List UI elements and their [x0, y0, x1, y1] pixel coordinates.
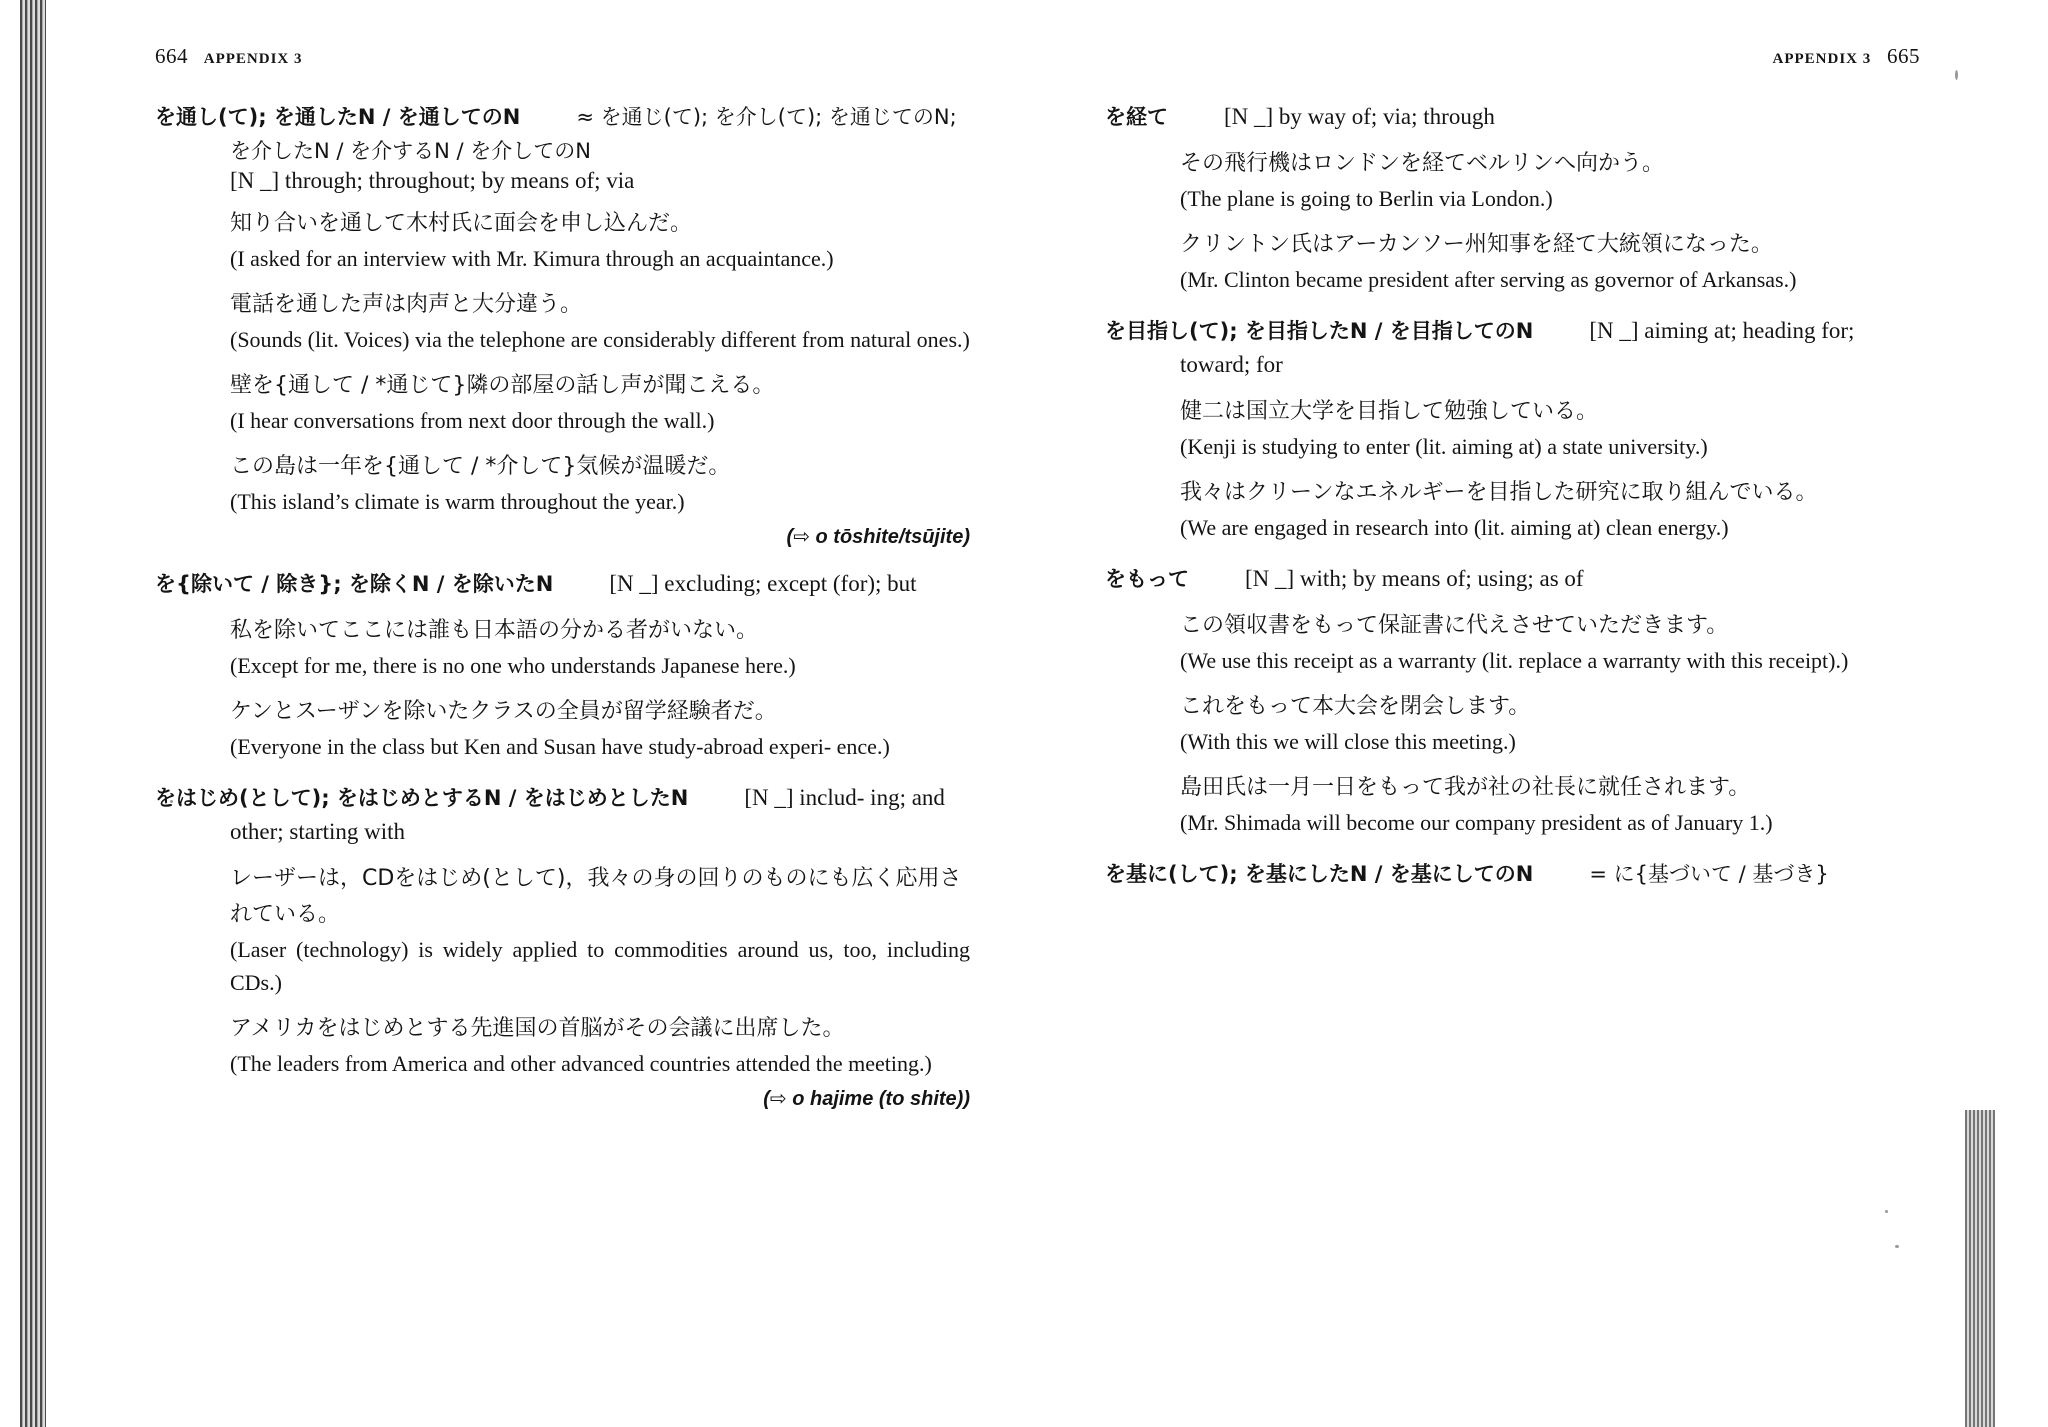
right-running-head	[1773, 44, 1921, 69]
cross-reference-target: o tōshite/tsūjite	[815, 526, 964, 548]
example-translation: (Except for me, there is no one who understands Japanese here.)	[230, 653, 796, 678]
example-translation: (Sounds (lit. Voices) via the telephone are considerably different from natural ones.)	[230, 327, 970, 352]
entry-gloss: [N _] includ- ing; and other; starting with	[230, 785, 945, 844]
left-running-head	[155, 44, 303, 69]
entry-o-nozoite	[155, 567, 970, 763]
entry-headline	[155, 100, 970, 168]
example-japanese: クリントン氏はアーカンソー州知事を経て大統領になった。	[1180, 232, 1773, 257]
example-japanese: 私を除いてここには誰も日本語の分かる者がいない。	[230, 618, 759, 643]
cross-reference-arrow-icon: ⇨	[769, 1088, 787, 1110]
example-japanese: アメリカをはじめとする先進国の首脳がその会議に出席した。	[230, 1016, 845, 1041]
example-japanese: 知り合いを通して木村氏に面会を申し込んだ。	[230, 211, 693, 236]
example	[1180, 146, 1920, 215]
entry-head: を目指し(て); を目指したN / を目指してのN	[1105, 319, 1534, 343]
entry-headline	[155, 781, 970, 849]
entry-headline	[1105, 314, 1920, 382]
example-japanese: その飛行機はロンドンを経てベルリンへ向かう。	[1180, 151, 1665, 176]
example-translation: (I asked for an interview with Mr. Kimura through an acquaintance.)	[230, 246, 834, 271]
example-translation: (The plane is going to Berlin via London.)	[1180, 186, 1553, 211]
book-binding-shadow-left	[20, 0, 46, 1427]
example	[230, 287, 970, 356]
entry-headline	[1105, 857, 1920, 891]
example	[1180, 608, 1920, 677]
entry-gloss: [N _] excluding; except (for); but	[609, 571, 917, 596]
example	[230, 368, 970, 437]
example	[1180, 227, 1920, 296]
entry-o-tooshite	[155, 100, 970, 549]
entry-alternatives: = に{基づいて / 基づき}	[1589, 862, 1829, 886]
example	[230, 1011, 970, 1080]
example-japanese: 壁を{通して / *通じて}隣の部屋の話し声が聞こえる。	[230, 373, 775, 398]
example-translation: (Everyone in the class but Ken and Susan have study-abroad experi- ence.)	[230, 734, 890, 759]
example-japanese: 我々はクリーンなエネルギーを目指した研究に取り組んでいる。	[1180, 480, 1818, 505]
left-running-title: APPENDIX 3	[203, 51, 303, 67]
cross-reference: (⇨ o hajime (to shite))	[763, 1088, 970, 1110]
entry-gloss: [N _] aiming at; heading for; toward; for	[1180, 318, 1855, 377]
entry-gloss: [N _] through; throughout; by means of; via	[230, 168, 635, 193]
entry-head: をもって	[1105, 567, 1189, 591]
example-japanese: 島田氏は一月一日をもって我が社の社長に就任されます。	[1180, 775, 1751, 800]
entry-o-motte	[1105, 562, 1920, 839]
right-page-content	[1105, 100, 1920, 909]
book-binding-shadow-right	[1965, 1110, 1995, 1427]
example	[230, 694, 970, 763]
cross-reference-target: o hajime (to shite)	[792, 1088, 964, 1110]
example-translation: (Kenji is studying to enter (lit. aiming at) a state university.)	[1180, 434, 1708, 459]
entry-head: を通し(て); を通したN / を通してのN	[155, 105, 521, 129]
scan-speck	[1955, 70, 1958, 80]
example-translation: (I hear conversations from next door through the wall.)	[230, 408, 715, 433]
entry-headline	[1105, 100, 1920, 134]
example	[230, 613, 970, 682]
scan-speck	[1895, 1245, 1899, 1248]
entry-alternatives: ≈ を通じ(て); を介し(て); を通じてのN; を介したN / を介するN / を介してのN	[230, 105, 957, 163]
example-translation: (With this we will close this meeting.)	[1180, 729, 1516, 754]
left-page-content	[155, 100, 970, 1129]
entry-headline	[155, 567, 970, 601]
example	[230, 206, 970, 275]
example-japanese: この島は一年を{通して / *介して}気候が温暖だ。	[230, 454, 731, 479]
cross-reference-arrow-icon: ⇨	[793, 526, 810, 548]
example-japanese: この領収書をもって保証書に代えさせていただきます。	[1180, 613, 1729, 638]
example	[1180, 394, 1920, 463]
example-translation: (We are engaged in research into (lit. aiming at) clean energy.)	[1180, 515, 1729, 540]
right-page-number: 665	[1887, 44, 1920, 68]
example-translation: (This island’s climate is warm throughout the year.)	[230, 489, 685, 514]
example	[1180, 770, 1920, 839]
example-japanese: これをもって本大会を閉会します。	[1180, 694, 1531, 719]
example	[1180, 689, 1920, 758]
entry-head: を{除いて / 除き}; を除くN / を除いたN	[155, 572, 554, 596]
entry-head: を経て	[1105, 105, 1168, 129]
example-japanese: レーザーは，CDをはじめ(として)，我々の身の回りのものにも広く応用されている。	[230, 866, 962, 927]
entry-o-mezashite	[1105, 314, 1920, 544]
example-translation: (Mr. Shimada will become our company president as of January 1.)	[1180, 810, 1773, 835]
example-japanese: ケンとスーザンを除いたクラスの全員が留学経験者だ。	[230, 699, 777, 724]
entry-gloss: [N _] with; by means of; using; as of	[1245, 566, 1584, 591]
example-translation: (We use this receipt as a warranty (lit. replace a warranty with this receipt).)	[1180, 648, 1849, 673]
example-translation: (Mr. Clinton became president after serving as governor of Arkansas.)	[1180, 267, 1797, 292]
example-japanese: 健二は国立大学を目指して勉強している。	[1180, 399, 1599, 424]
cross-reference: (⇨ o tōshite/tsūjite)	[786, 526, 970, 548]
right-running-title: APPENDIX 3	[1772, 51, 1872, 67]
entry-o-hajime	[155, 781, 970, 1111]
example-japanese: 電話を通した声は肉声と大分違う。	[230, 292, 583, 317]
example	[230, 861, 970, 999]
entry-o-motoni	[1105, 857, 1920, 891]
scan-speck	[1885, 1210, 1888, 1213]
example	[230, 449, 970, 518]
left-page-number: 664	[155, 44, 188, 68]
entry-head: を基に(して); を基にしたN / を基にしてのN	[1105, 862, 1534, 886]
entry-gloss: [N _] by way of; via; through	[1224, 104, 1495, 129]
example	[1180, 475, 1920, 544]
entry-head: をはじめ(として); をはじめとするN / をはじめとしたN	[155, 786, 689, 810]
entry-o-hete	[1105, 100, 1920, 296]
example-translation: (Laser (technology) is widely applied to commodities around us, too, including CDs.)	[230, 937, 970, 995]
example-translation: (The leaders from America and other advanced countries attended the meeting.)	[230, 1051, 932, 1076]
entry-headline	[1105, 562, 1920, 596]
